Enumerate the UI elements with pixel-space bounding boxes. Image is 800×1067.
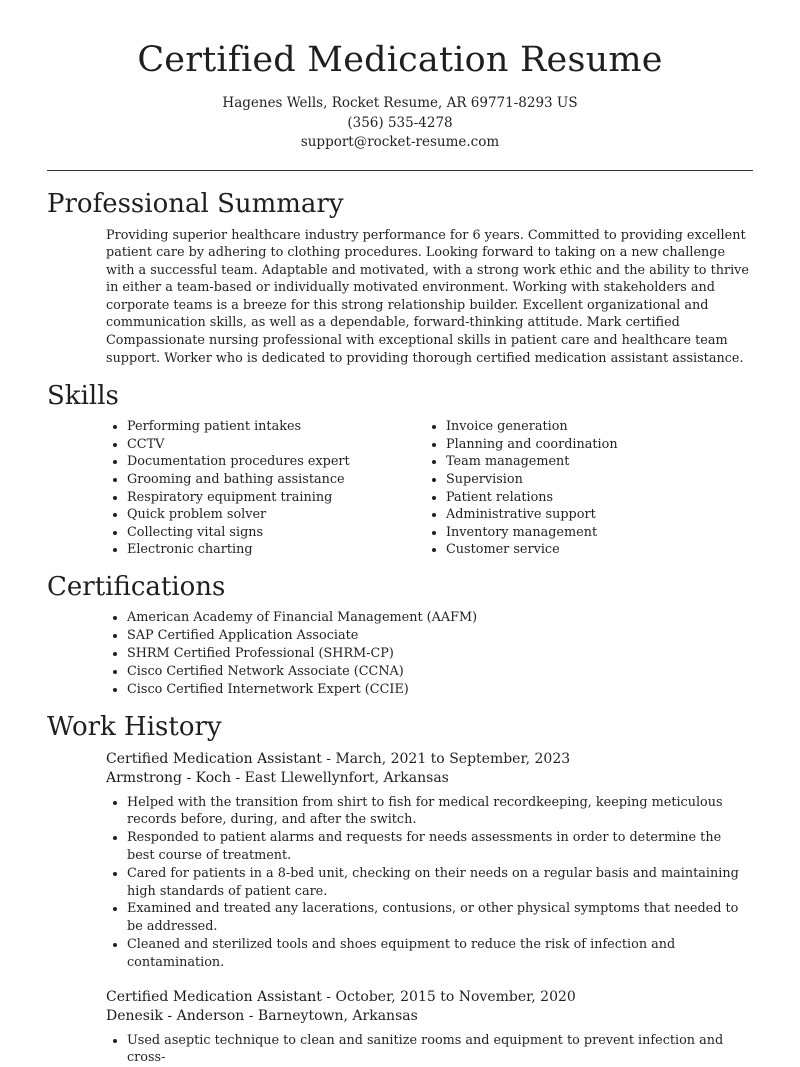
job-bullet: • Examined and treated any lacerations, contusions, or other physical symptoms that needed to be addressed. xyxy=(127,900,752,936)
header-divider xyxy=(47,170,753,171)
job-dates: - March, 2021 to September, 2023 xyxy=(322,751,570,767)
job-dates: - October, 2015 to November, 2020 xyxy=(322,989,576,1005)
job-title: Certified Medication Assistant xyxy=(106,989,322,1005)
contact-email: support@rocket-resume.com xyxy=(0,133,800,153)
certifications-heading: Certifications xyxy=(47,572,800,602)
job-bullet: • Responded to patient alarms and requests for needs assessments in order to determine the best course of treatment. xyxy=(127,829,752,865)
certifications-list xyxy=(106,609,800,699)
job-company: Denesik - Anderson xyxy=(106,1008,244,1024)
skill-item: • Planning and coordination xyxy=(446,436,618,454)
certification-item: • SHRM Certified Professional (SHRM-CP) xyxy=(127,645,800,663)
skill-item: • Team management xyxy=(446,453,618,471)
skill-item: • Administrative support xyxy=(446,506,618,524)
job-location: - Barneytown, Arkansas xyxy=(244,1008,418,1024)
job-bullet: • Used aseptic technique to clean and sanitize rooms and equipment to prevent infection and cross- xyxy=(127,1032,752,1067)
job-bullet: • Cleaned and sterilized tools and shoes equipment to reduce the risk of infection and contamination. xyxy=(127,936,752,972)
work-history-heading: Work History xyxy=(47,712,800,742)
skills-section xyxy=(0,381,800,559)
job-title: Certified Medication Assistant xyxy=(106,751,322,767)
job-entry xyxy=(106,988,752,1067)
summary-text: Providing superior healthcare industry performance for 6 years. Committed to providing excellent patient care by adhering to clothing procedures. Looking forward to taking on a new challenge with a successful team. Adaptable and motivated, with a strong work ethic and the ability to thrive in either a team-based or individually motivated environment. Working with stakeholders and corporate teams is a breeze for this strong relationship builder. Excellent organizational and communication skills, as well as a dependable, forward-thinking attitude. Mark certified Compassionate nursing professional with exceptional skills in patient care and healthcare team support. Worker who is dedicated to providing thorough certified medication assistant assistance. xyxy=(106,227,750,368)
certification-item: • Cisco Certified Internetwork Expert (CCIE) xyxy=(127,681,800,699)
skill-item: • Customer service xyxy=(446,541,618,559)
summary-section xyxy=(0,189,800,368)
skill-item: • Invoice generation xyxy=(446,418,618,436)
job-company-line xyxy=(106,769,752,788)
skills-list-left xyxy=(106,418,425,559)
skill-item: • Quick problem solver xyxy=(127,506,425,524)
contact-block xyxy=(0,94,800,153)
summary-heading: Professional Summary xyxy=(47,189,800,219)
skill-item: • Respiratory equipment training xyxy=(127,489,425,507)
job-entry xyxy=(106,750,752,972)
job-company-line xyxy=(106,1007,752,1026)
job-title-line xyxy=(106,988,752,1007)
job-bullet: • Cared for patients in a 8-bed unit, checking on their needs on a regular basis and maintaining high standards of patient care. xyxy=(127,865,752,901)
skill-item: • Electronic charting xyxy=(127,541,425,559)
skills-heading: Skills xyxy=(47,381,800,411)
skills-list-right xyxy=(425,418,618,559)
job-bullet: • Helped with the transition from shirt to fish for medical recordkeeping, keeping meticulous records before, during, and after the switch. xyxy=(127,794,752,830)
job-company: Armstrong - Koch xyxy=(106,770,231,786)
skill-item: • Collecting vital signs xyxy=(127,524,425,542)
skill-item: • Performing patient intakes xyxy=(127,418,425,436)
certifications-section xyxy=(0,572,800,699)
skill-item: • Grooming and bathing assistance xyxy=(127,471,425,489)
contact-phone: (356) 535-4278 xyxy=(0,114,800,134)
job-bullets xyxy=(106,794,752,972)
skills-columns xyxy=(106,418,800,559)
job-bullets xyxy=(106,1032,752,1067)
skill-item: • Supervision xyxy=(446,471,618,489)
resume-header xyxy=(0,0,800,153)
job-location: - East Llewellynfort, Arkansas xyxy=(231,770,449,786)
work-history-section xyxy=(0,712,800,1067)
skill-item: • Patient relations xyxy=(446,489,618,507)
contact-address: Hagenes Wells, Rocket Resume, AR 69771-8293 US xyxy=(0,94,800,114)
certification-item: • American Academy of Financial Management (AAFM) xyxy=(127,609,800,627)
job-title-line xyxy=(106,750,752,769)
skill-item: • CCTV xyxy=(127,436,425,454)
skill-item: • Documentation procedures expert xyxy=(127,453,425,471)
certification-item: • SAP Certified Application Associate xyxy=(127,627,800,645)
skill-item: • Inventory management xyxy=(446,524,618,542)
resume-title: Certified Medication Resume xyxy=(0,40,800,80)
certification-item: • Cisco Certified Network Associate (CCNA) xyxy=(127,663,800,681)
